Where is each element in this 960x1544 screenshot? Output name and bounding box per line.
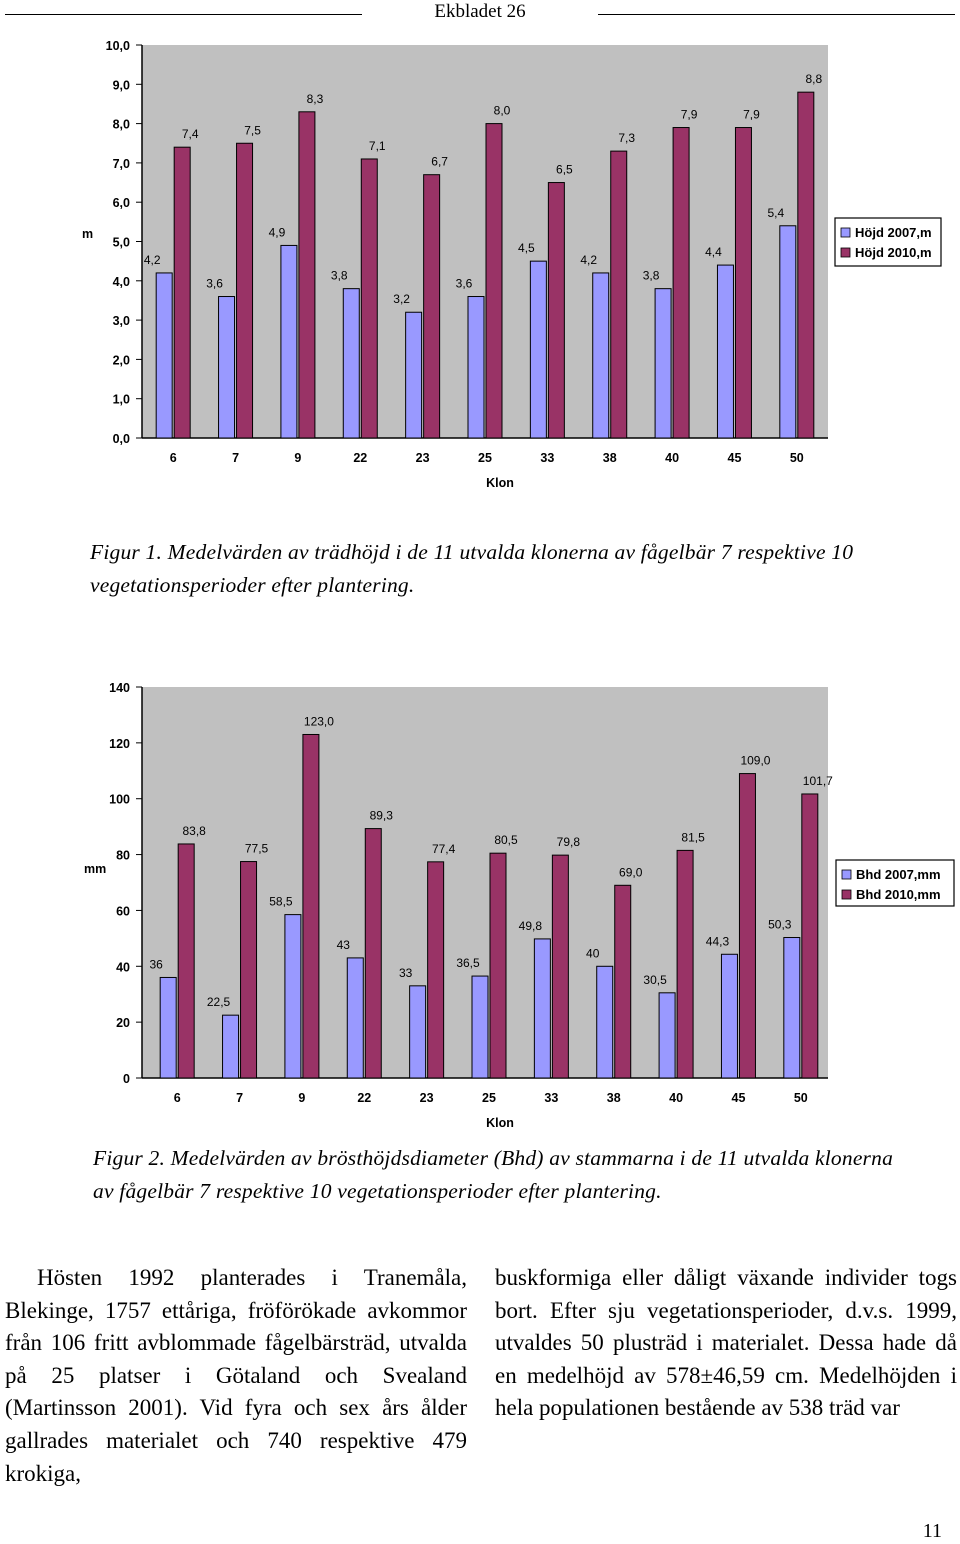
fig1-x-tick-label: 38 xyxy=(602,451,617,465)
fig1-data-label: 7,9 xyxy=(743,107,760,122)
fig2-x-tick-label: 45 xyxy=(731,1091,746,1105)
fig2-bar-b xyxy=(241,862,257,1078)
fig2-x-tick-label: 7 xyxy=(236,1091,244,1105)
fig2-data-label: 22,5 xyxy=(206,995,231,1010)
fig1-data-label: 7,3 xyxy=(618,131,636,146)
fig1-bar-a xyxy=(530,261,546,438)
fig1-bar-b xyxy=(798,92,814,438)
fig2-bar-b xyxy=(178,844,194,1078)
fig1-x-tick-label: 6 xyxy=(169,451,177,465)
fig1-data-label: 3,6 xyxy=(206,276,223,291)
fig1-x-tick-label: 22 xyxy=(353,451,368,465)
fig1-data-label: 8,0 xyxy=(493,103,511,118)
fig1-y-tick-label: 2,0 xyxy=(112,353,130,368)
fig2-bar-b xyxy=(739,774,755,1078)
fig2-bar-a xyxy=(472,976,488,1078)
fig2-x-tick-label: 33 xyxy=(544,1091,559,1105)
fig1-y-tick-label: 5,0 xyxy=(112,235,130,250)
fig1-data-label: 3,2 xyxy=(393,292,410,307)
fig2-bar-a xyxy=(721,954,737,1078)
fig1-x-tick-label: 50 xyxy=(789,451,804,465)
fig2-data-label: 89,3 xyxy=(369,808,393,823)
fig2-data-label: 80,5 xyxy=(494,833,518,848)
fig1-bar-a xyxy=(343,289,359,438)
fig2-data-label: 77,5 xyxy=(244,841,269,856)
fig2-data-label: 30,5 xyxy=(643,972,667,987)
fig1-y-tick-label: 0,0 xyxy=(112,432,130,446)
fig2-y-tick-label: 40 xyxy=(116,960,130,975)
fig1-bar-a xyxy=(219,297,235,438)
fig2-legend-swatch xyxy=(842,870,851,879)
fig1-bar-a xyxy=(717,265,733,438)
fig1-bar-b xyxy=(548,183,564,438)
fig1-bar-b xyxy=(237,143,253,438)
fig2-x-axis-label: Klon xyxy=(486,1116,514,1130)
fig1-legend-label: Höjd 2010,m xyxy=(855,245,932,260)
fig1-bar-a xyxy=(281,245,297,438)
fig2-y-tick-label: 120 xyxy=(109,736,130,751)
fig2-x-tick-label: 38 xyxy=(606,1091,621,1105)
fig2-x-tick-label: 23 xyxy=(419,1091,434,1105)
fig2-bar-b xyxy=(428,862,444,1078)
fig1-legend-label: Höjd 2007,m xyxy=(855,225,932,240)
fig2-x-tick-label: 6 xyxy=(173,1091,181,1105)
fig1-data-label: 3,6 xyxy=(455,276,473,291)
fig1-y-tick-label: 6,0 xyxy=(112,196,130,211)
fig2-data-label: 36,5 xyxy=(456,956,480,971)
fig2-bar-a xyxy=(784,938,800,1078)
fig2-y-tick-label: 140 xyxy=(109,681,130,695)
fig1-bar-b xyxy=(424,175,440,438)
body-paragraph-left: Hösten 1992 planterades i Tranemåla, Blekinge, 1757 ettåriga, fröförökade avkommor från 106 fritt avblommade fågelbärsträd, utvalda på 25 platser i Götaland och Svealand (Martinsson 2001). Vid fyra och sex års ålder gallrades materialet och 740 respektive 479 krokiga, xyxy=(5,1265,467,1486)
fig2-x-tick-label: 9 xyxy=(298,1091,306,1105)
fig2-bar-b xyxy=(552,855,568,1078)
fig2-data-label: 33 xyxy=(398,965,413,980)
fig1-bar-b xyxy=(486,124,502,438)
fig2-bar-a xyxy=(534,939,550,1078)
fig1-bar-a xyxy=(780,226,796,438)
fig1-x-tick-label: 33 xyxy=(540,451,555,465)
fig2-data-label: 79,8 xyxy=(556,835,581,850)
fig1-bar-a xyxy=(655,289,671,438)
fig1-data-label: 4,9 xyxy=(268,225,286,240)
fig2-data-label: 36 xyxy=(149,957,163,972)
fig2-bar-b xyxy=(303,734,319,1078)
fig1-data-label: 4,2 xyxy=(143,252,161,267)
fig1-data-label: 4,4 xyxy=(705,245,722,260)
fig2-data-label: 109,0 xyxy=(740,753,771,768)
fig1-data-label: 4,2 xyxy=(580,252,598,267)
body-column-left xyxy=(5,1262,467,1490)
figure1-caption: Figur 1. Medelvärden av trädhöjd i de 11 utvalda klonerna av fågelbär 7 respektive 10 vegetationsperioder efter plantering. xyxy=(90,540,854,597)
fig1-bar-a xyxy=(593,273,609,438)
fig2-data-label: 40 xyxy=(586,946,600,961)
fig2-bar-b xyxy=(365,829,381,1078)
fig1-bar-b xyxy=(299,112,315,438)
fig2-x-tick-label: 50 xyxy=(793,1091,808,1105)
fig1-x-axis-label: Klon xyxy=(486,476,514,490)
figure2-chart xyxy=(0,670,960,1140)
fig1-bar-b xyxy=(361,159,377,438)
fig1-x-tick-label: 45 xyxy=(727,451,742,465)
fig1-bar-b xyxy=(735,128,751,438)
fig2-y-tick-label: 80 xyxy=(116,848,130,863)
fig2-data-label: 81,5 xyxy=(681,830,705,845)
fig2-y-tick-label: 60 xyxy=(116,904,130,919)
fig2-legend-swatch xyxy=(842,890,851,899)
fig2-data-label: 77,4 xyxy=(431,841,456,856)
fig2-bar-a xyxy=(160,977,176,1078)
fig2-data-label: 101,7 xyxy=(802,773,833,788)
fig1-legend-swatch xyxy=(841,248,850,257)
fig1-y-tick-label: 10,0 xyxy=(105,39,130,53)
fig2-bar-a xyxy=(597,966,613,1078)
fig1-y-tick-label: 9,0 xyxy=(112,78,130,93)
fig1-y-tick-label: 3,0 xyxy=(112,314,130,329)
fig1-bar-b xyxy=(611,151,627,438)
fig2-x-tick-label: 25 xyxy=(482,1091,496,1105)
fig2-bar-b xyxy=(802,794,818,1078)
fig1-bar-a xyxy=(156,273,172,438)
fig2-data-label: 44,3 xyxy=(705,934,730,949)
fig1-data-label: 5,4 xyxy=(767,205,785,220)
fig1-bar-b xyxy=(174,147,190,438)
fig1-y-tick-label: 7,0 xyxy=(112,156,130,171)
fig2-bar-b xyxy=(615,885,631,1078)
fig1-data-label: 7,4 xyxy=(181,127,199,142)
fig1-bar-b xyxy=(673,128,689,438)
fig2-data-label: 83,8 xyxy=(182,823,206,838)
fig1-x-tick-label: 25 xyxy=(478,451,492,465)
fig1-y-tick-label: 1,0 xyxy=(112,392,130,407)
fig1-data-label: 6,5 xyxy=(556,162,573,177)
fig1-data-label: 8,3 xyxy=(306,91,324,106)
figure2-caption: Figur 2. Medelvärden av brösthöjdsdiameter (Bhd) av stammarna i de 11 utvalda klonerna av fågelbär 7 respektive 10 vegetationsperioder efter plantering. xyxy=(93,1146,894,1203)
fig2-bar-b xyxy=(677,850,693,1078)
fig1-bar-a xyxy=(468,297,484,438)
fig1-x-tick-label: 7 xyxy=(232,451,240,465)
fig1-y-tick-label: 8,0 xyxy=(112,117,130,132)
fig1-data-label: 6,7 xyxy=(431,154,448,169)
fig2-bar-a xyxy=(659,993,675,1078)
body-paragraph-right: buskformiga eller dåligt växande individer togs bort. Efter sju vegetationsperioder, d.v.s. 1999, utvaldes 50 plusträd i materialet. Dessa hade då en medelhöjd av 578±46,59 cm. Medelhöjden i hela populationen bestående av 538 träd var xyxy=(495,1265,957,1421)
fig1-data-label: 7,1 xyxy=(368,138,386,153)
page-header xyxy=(0,0,960,30)
fig1-x-tick-label: 23 xyxy=(415,451,430,465)
fig1-bar-a xyxy=(406,312,422,438)
figure1-chart xyxy=(0,30,960,500)
fig1-data-label: 3,8 xyxy=(642,268,660,283)
fig2-x-tick-label: 22 xyxy=(357,1091,372,1105)
fig2-y-tick-label: 0 xyxy=(123,1072,130,1086)
fig2-data-label: 43 xyxy=(336,937,350,952)
fig1-data-label: 3,8 xyxy=(330,268,348,283)
fig1-legend-swatch xyxy=(841,228,850,237)
fig2-y-axis-label: mm xyxy=(84,862,107,876)
fig2-y-tick-label: 20 xyxy=(116,1016,130,1031)
fig2-data-label: 69,0 xyxy=(619,865,643,880)
fig2-bar-a xyxy=(285,915,301,1078)
fig2-x-tick-label: 40 xyxy=(669,1091,684,1105)
fig2-data-label: 49,8 xyxy=(518,918,543,933)
fig2-data-label: 50,3 xyxy=(768,917,792,932)
fig1-x-tick-label: 9 xyxy=(294,451,302,465)
fig1-data-label: 8,8 xyxy=(805,72,823,87)
fig1-data-label: 7,9 xyxy=(680,107,698,122)
page-number: 11 xyxy=(922,1520,942,1542)
fig2-data-label: 123,0 xyxy=(303,714,334,729)
fig1-y-axis-label: m xyxy=(82,227,94,241)
fig2-data-label: 58,5 xyxy=(269,894,293,909)
fig1-x-tick-label: 40 xyxy=(665,451,680,465)
header-title: Ekbladet 26 xyxy=(434,1,526,22)
fig1-y-tick-label: 4,0 xyxy=(112,274,130,289)
fig2-bar-b xyxy=(490,853,506,1078)
fig1-data-label: 4,5 xyxy=(518,241,535,256)
body-column-right xyxy=(495,1262,957,1425)
fig2-y-tick-label: 100 xyxy=(109,792,130,807)
fig2-bar-a xyxy=(410,986,426,1078)
fig2-legend-label: Bhd 2007,mm xyxy=(856,867,941,882)
fig2-bar-a xyxy=(223,1015,239,1078)
fig1-data-label: 7,5 xyxy=(244,123,261,138)
fig2-bar-a xyxy=(347,958,363,1078)
fig2-legend-label: Bhd 2010,mm xyxy=(856,887,941,902)
